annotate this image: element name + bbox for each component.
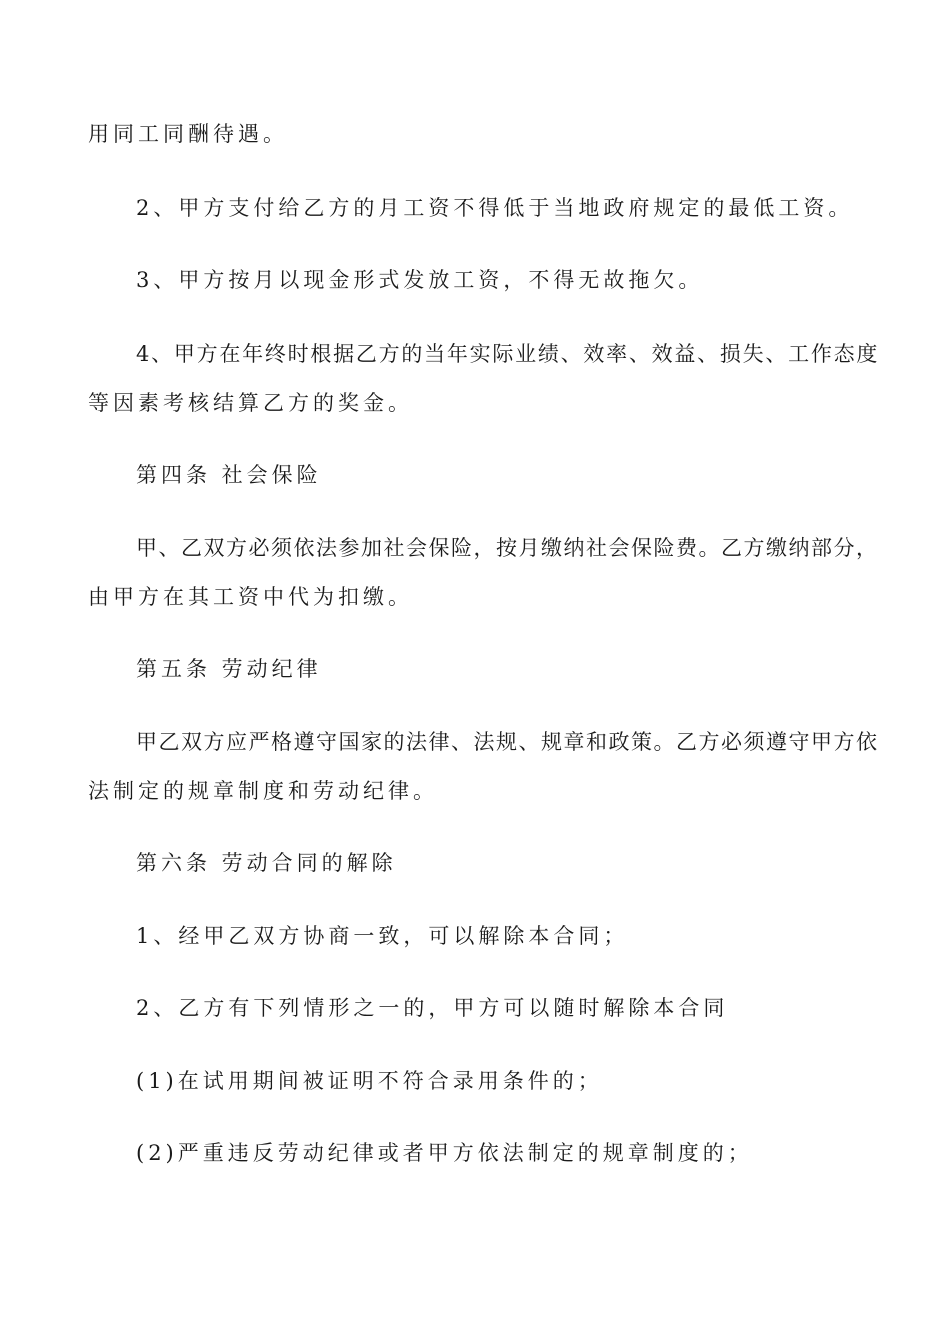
termination-clause-2: 2、乙方有下列情形之一的，甲方可以随时解除本合同 xyxy=(136,996,729,1020)
article-4-body-line-1: 甲、乙双方必须依法参加社会保险，按月缴纳社会保险费。乙方缴纳部分， xyxy=(136,536,879,560)
wage-clause-4-line-1: 4、甲方在年终时根据乙方的当年实际业绩、效率、效益、损失、工作态度 xyxy=(136,342,880,366)
wage-clause-3: 3、甲方按月以现金形式发放工资，不得无故拖欠。 xyxy=(136,268,704,292)
article-5-body-line-2: 法制定的规章制度和劳动纪律。 xyxy=(88,779,438,803)
paragraph-continuation: 用同工同酬待遇。 xyxy=(88,122,288,146)
wage-clause-4-line-2: 等因素考核结算乙方的奖金。 xyxy=(88,391,413,415)
article-5-heading: 第五条 劳动纪律 xyxy=(136,657,322,681)
wage-clause-2: 2、甲方支付给乙方的月工资不得低于当地政府规定的最低工资。 xyxy=(136,196,854,220)
article-5-body-line-1: 甲乙双方应严格遵守国家的法律、法规、规章和政策。乙方必须遵守甲方依 xyxy=(136,730,879,754)
article-4-heading: 第四条 社会保险 xyxy=(136,463,322,487)
article-4-body-line-2: 由甲方在其工资中代为扣缴。 xyxy=(88,585,413,609)
termination-clause-1: 1、经甲乙双方协商一致，可以解除本合同； xyxy=(136,924,629,948)
termination-item-2: (2)严重违反劳动纪律或者甲方依法制定的规章制度的； xyxy=(136,1141,753,1165)
article-6-heading: 第六条 劳动合同的解除 xyxy=(136,851,397,875)
termination-item-1: (1)在试用期间被证明不符合录用条件的； xyxy=(136,1069,603,1093)
